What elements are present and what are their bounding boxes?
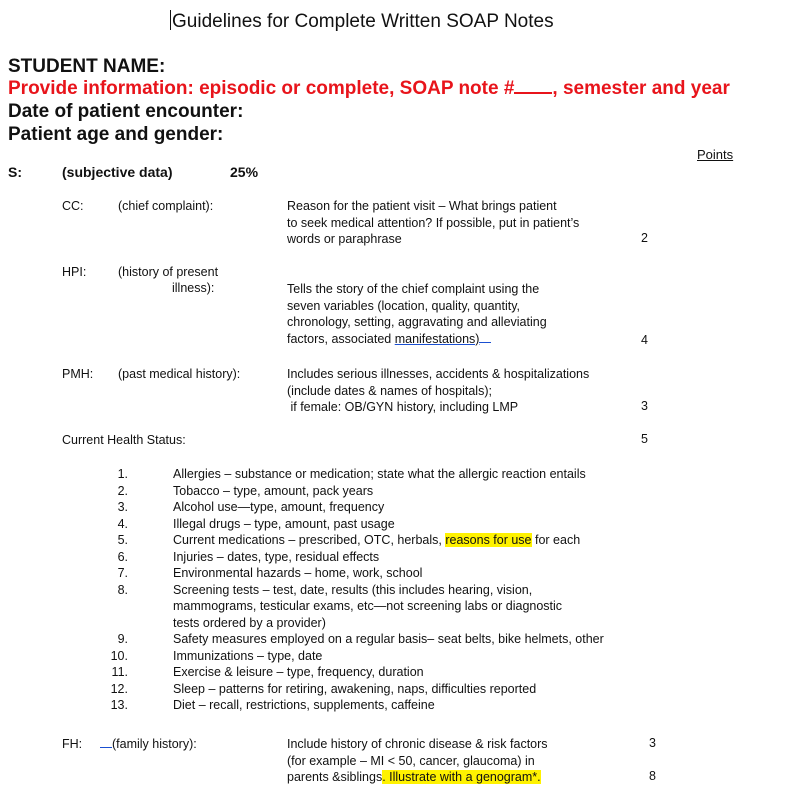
blue-underline-mark (100, 737, 112, 748)
age-gender-label: Patient age and gender: (8, 124, 224, 145)
points-header: Points (697, 147, 734, 162)
date-encounter-label: Date of patient encounter: (8, 101, 244, 122)
list-item: 6. Injuries – dates, type, residual effects (117, 549, 380, 564)
hpi-points: 4 (641, 333, 648, 347)
cc-abbr: CC: (62, 199, 84, 213)
pmh-name: (past medical history): (118, 367, 241, 381)
subjective-label: (subjective data) (62, 164, 173, 180)
text-cursor (170, 10, 171, 30)
provide-info-line: Provide information: episodic or complete, SOAP note # , semester and year (8, 78, 730, 99)
hpi-abbr: HPI: (62, 265, 87, 279)
cc-points: 2 (641, 231, 648, 245)
fh-description: Include history of chronic disease & risk factors (for example – MI < 50, cancer, glaucoma) in parents &siblings. Illustrate with a genogram*. (287, 737, 548, 784)
fh-name: (family history): (100, 736, 197, 753)
hpi-description: Tells the story of the chief complaint using the seven variables (location, quality, quantity, chronology, setting, aggravating and alleviating factors, associated manifestations) (287, 282, 547, 346)
fh-points-b: 8 (649, 769, 656, 783)
cc-name: (chief complaint): (118, 199, 214, 213)
hpi-name-line1: (history of present (118, 265, 219, 279)
note-number-blank[interactable] (514, 78, 552, 94)
document-title: Guidelines for Complete Written SOAP Notes (172, 11, 554, 32)
health-status-list (108, 466, 668, 714)
list-item: 7. Environmental hazards – home, work, school (117, 566, 423, 580)
cc-description: Reason for the patient visit – What brings patient to seek medical attention? If possible, put in patient’s words or paraphrase (287, 199, 580, 246)
fh-abbr: FH: (62, 737, 83, 751)
highlighted-text: . Illustrate with a genogram*. (382, 770, 541, 784)
list-item: 12. Sleep – patterns for retiring, awakening, naps, difficulties reported (110, 681, 537, 696)
subjective-percent: 25% (230, 164, 259, 180)
manifestations-link: manifestations) (394, 331, 480, 346)
list-item: 9. Safety measures employed on a regular basis– seat belts, bike helmets, other (117, 632, 604, 646)
list-item: 5. Current medications – prescribed, OTC, herbals, reasons for use for each (117, 533, 581, 547)
highlighted-text: reasons for use (445, 533, 532, 547)
fh-points-a: 3 (649, 736, 656, 750)
subjective-letter: S: (8, 164, 22, 180)
list-item: 8. Screening tests – test, date, results (this includes hearing, vision, mammograms, testicular exams, etc—not screening labs or diagnostic tests ordered by a provider) (117, 582, 563, 630)
hpi-name-line2: illness): (172, 281, 215, 295)
list-item: 3. Alcohol use—type, amount, frequency (117, 500, 385, 514)
list-item: 1. Allergies – substance or medication; state what the allergic reaction entails (117, 467, 586, 481)
list-item: 10. Immunizations – type, date (110, 648, 323, 663)
pmh-description: Includes serious illnesses, accidents & hospitalizations (include dates & names of hospitals); if female: OB/GYN history, including LMP (287, 367, 590, 414)
current-health-status-points: 5 (641, 432, 648, 446)
list-item: 4. Illegal drugs – type, amount, past usage (117, 516, 395, 531)
list-item: 11. Exercise & leisure – type, frequency, duration (111, 665, 424, 679)
list-item: 2. Tobacco – type, amount, pack years (117, 483, 374, 498)
current-health-status-label: Current Health Status: (62, 433, 186, 447)
pmh-points: 3 (641, 399, 648, 413)
blue-underline-mark (479, 332, 491, 343)
list-item: 13. Diet – recall, restrictions, supplements, caffeine (110, 698, 435, 712)
student-name-label: STUDENT NAME: (8, 56, 166, 77)
pmh-abbr: PMH: (62, 367, 94, 381)
